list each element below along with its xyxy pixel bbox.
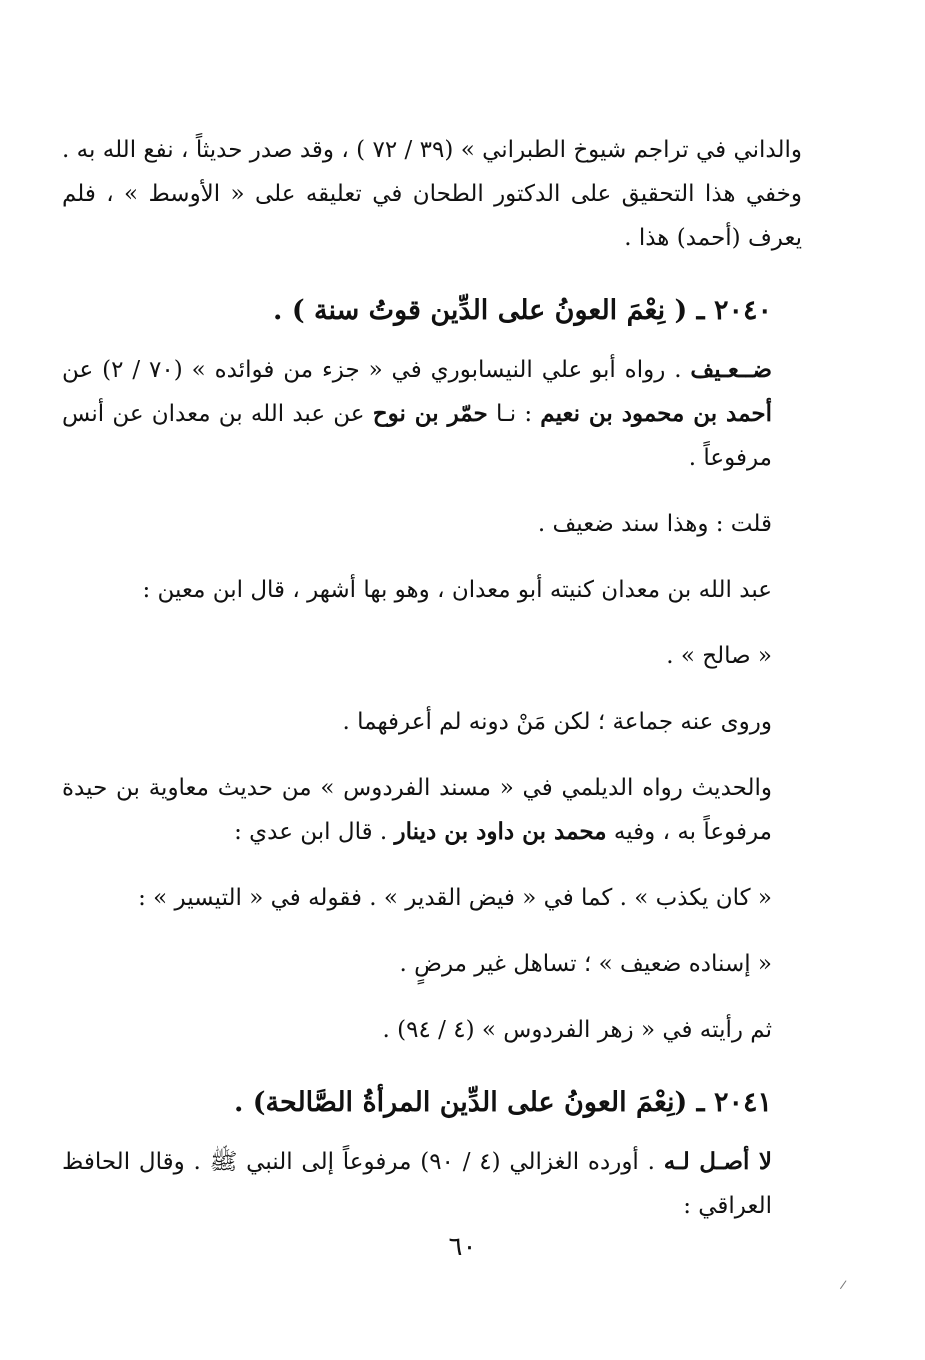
- text-segment: . قال ابن عدي :: [234, 819, 395, 845]
- grading-label: لا أصـل لـه: [663, 1148, 772, 1175]
- paragraph-note: عبد الله بن معدان كنيته أبو معدان ، وهو بها أشهر ، قال ابن معين :: [142, 577, 772, 603]
- text-segment: : نـا: [487, 401, 541, 427]
- paragraph-note: وروى عنه جماعة ؛ لكن مَنْ دونه لم أعرفهما .: [342, 709, 772, 735]
- text-segment: عن عبد الله بن معدان عن أنس مرفوعاً .: [62, 401, 772, 471]
- paragraph-grading-2040: [62, 348, 802, 480]
- paragraph-dailami: [62, 766, 802, 854]
- narrator-name: أحمد بن محمود بن نعيم: [540, 400, 772, 427]
- paragraph-note: ثم رأيته في « زهر الفردوس » (٤ / ٩٤) .: [382, 1017, 772, 1043]
- text-segment: . رواه أبو علي النيسابوري في « جزء من فوائده » (٧٠ / ٢) عن: [62, 357, 691, 383]
- grading-label: ضــعـيف: [690, 356, 773, 383]
- hadith-heading-2040: ٢٠٤٠ ـ ( نِعْمَ العونُ على الدِّين قوتُ سنة ) .: [273, 295, 772, 326]
- paragraph-quote: « كان يكذب » . كما في « فيض القدير » . فقوله في « التيسير » :: [138, 885, 772, 911]
- narrator-name: محمد بن داود بن دينار: [394, 818, 607, 845]
- hadith-heading-2041: ٢٠٤١ ـ (نِعْمَ العونُ على الدِّين المرأةُ الصَّالحة) .: [233, 1087, 772, 1118]
- paragraph-quote: « إسناده ضعيف » ؛ تساهل غير مرضٍ .: [399, 951, 772, 977]
- paragraph-continuation: والداني في تراجم شيوخ الطبراني » (٣٩ / ٧٢ ) ، وقد صدر حديثاً ، نفع الله به . وخفي هذا التحقيق على الدكتور الطحان في تعليقه على « الأوسط » ، فلم يعرف (أحمد) هذا .: [62, 137, 803, 251]
- page-body: [62, 128, 802, 1228]
- stray-pen-mark: [840, 1280, 853, 1293]
- narrator-name: حمّر بن نوح: [372, 400, 488, 427]
- text-segment: . أورده الغزالي (٤ / ٩٠) مرفوعاً إلى النبي ﷺ . وقال الحافظ العراقي :: [62, 1149, 772, 1219]
- paragraph-quote: « صالح » .: [666, 643, 772, 669]
- paragraph-note: قلت : وهذا سند ضعيف .: [537, 511, 772, 537]
- text-segment: والحديث رواه الديلمي في « مسند الفردوس » من حديث معاوية بن حيدة مرفوعاً به ، وفيه: [62, 775, 772, 845]
- page-number: ٦٠: [448, 1232, 477, 1262]
- paragraph-grading-2041: [62, 1140, 802, 1228]
